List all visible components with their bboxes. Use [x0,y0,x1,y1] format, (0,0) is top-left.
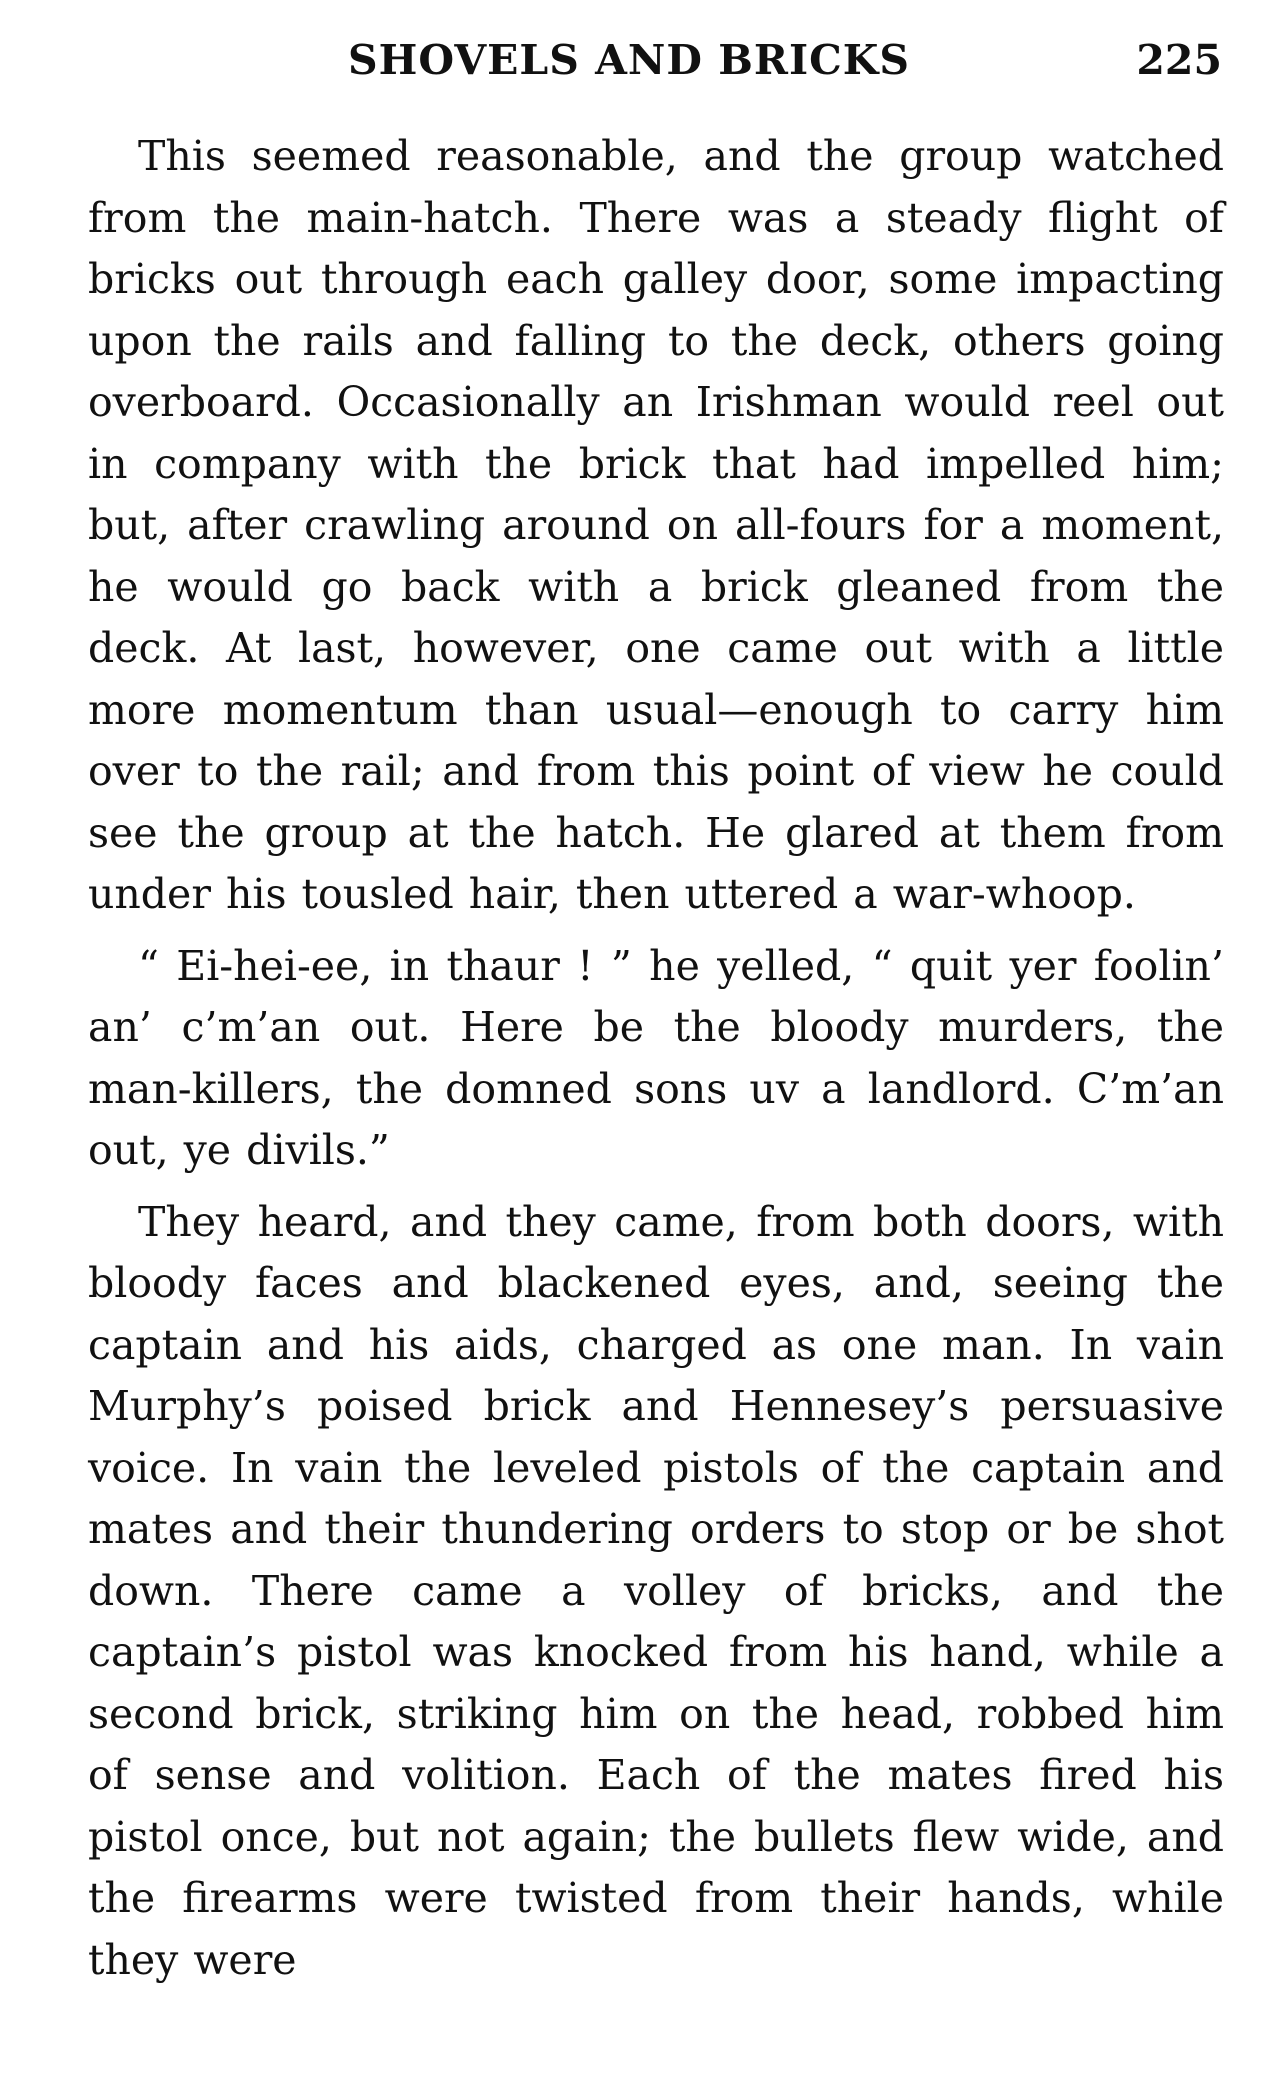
paragraph-2: “ Ei-hei-ee, in thaur ! ” he yelled, “ quit yer foolin’ an’ c’m’an out. Here be the bloody murders, the man-killers, the domned sons uv a landlord. C’m’an out, ye divils.” [88,941,1224,1174]
page-header [88,36,1224,96]
running-head-title: SHOVELS AND BRICKS [348,36,911,84]
paragraph-3: They heard, and they came, from both doors, with bloody faces and blackened eyes, and, seeing the captain and his aids, charged as one man. In vain Murphy’s poised brick and Hennesey’s persuasive voice. In vain the leveled pistols of the captain and mates and their thundering orders to stop or be shot down. There came a volley of bricks, and the captain’s pistol was knocked from his hand, while a second brick, striking him on the head, robbed him of sense and volition. Each of the mates fired his pistol once, but not again; the bullets flew wide, and the firearms were twisted from their hands, while they were [88,1197,1224,1984]
page-number: 225 [1136,36,1222,84]
body-text [88,126,1224,2001]
paragraph-1: This seemed reasonable, and the group watched from the main-hatch. There was a steady flight of bricks out through each galley door, some impacting upon the rails and falling to the deck, others going overboard. Occasionally an Irishman would reel out in company with the brick that had impelled him; but, after crawling around on all-fours for a moment, he would go back with a brick gleaned from the deck. At last, however, one came out with a little more momentum than usual—enough to carry him over to the rail; and from this point of view he could see the group at the hatch. He glared at them from under his tousled hair, then uttered a war-whoop. [88,132,1224,918]
